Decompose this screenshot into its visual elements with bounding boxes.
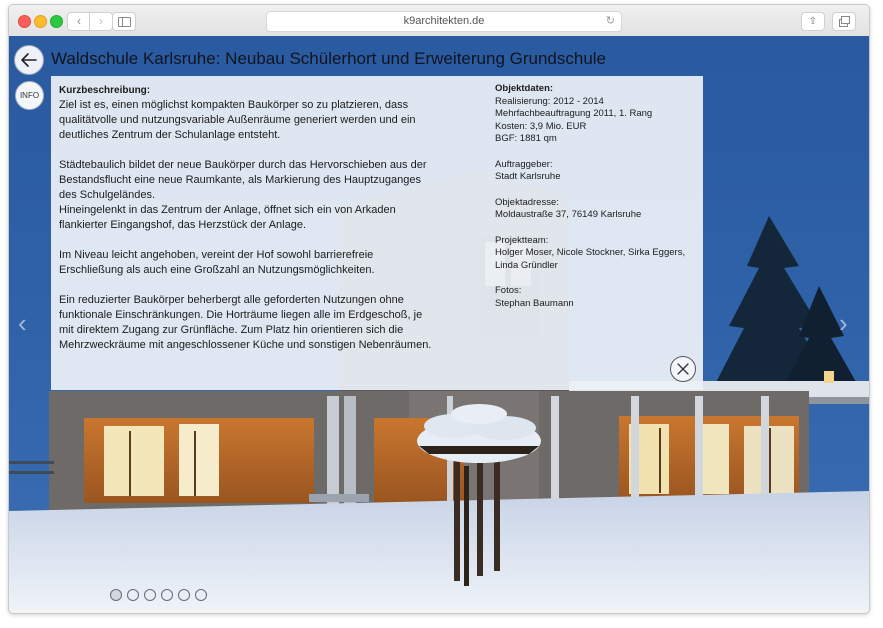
gallery-dot[interactable] (195, 589, 207, 601)
team-group (495, 235, 695, 273)
title-bar (9, 36, 869, 78)
share-button[interactable] (801, 12, 825, 31)
adresse-value: Moldaustraße 37, 76149 Karlsruhe (495, 209, 642, 220)
description-paragraph: Ziel ist es, einen möglichst kompakten Baukörper so zu platzieren, dass qualitätvolle und nutzungsvariable Außenräume generiert werden und ein deutliches Zentrum der Schulanlage entsteht. (59, 99, 416, 141)
minimize-window-button[interactable] (34, 15, 47, 28)
close-window-button[interactable] (18, 15, 31, 28)
gallery-pager (110, 589, 212, 601)
page-viewport (9, 36, 869, 609)
chevron-left-icon: ‹ (77, 14, 81, 28)
description-paragraph: Städtebaulich bildet der neue Baukörper durch das Hervorschieben aus der Bestandsflucht eine neue Raumkante, als Markierung des Hauptzuganges des Schulgeländes. (59, 159, 427, 201)
share-icon: ⇧ (808, 16, 818, 27)
adresse-label: Objektadresse: (495, 196, 559, 208)
url-text: k9architekten.de (403, 15, 485, 27)
gallery-dot[interactable] (178, 589, 190, 601)
page-title: Waldschule Karlsruhe: Neubau Schülerhort und Erweiterung Grundschule (51, 49, 607, 68)
gallery-dot[interactable] (127, 589, 139, 601)
zoom-window-button[interactable] (50, 15, 63, 28)
auftraggeber-group (495, 159, 695, 184)
team-value: Holger Moser, Nicole Stockner, Sirka Eggers, (495, 247, 686, 258)
sidebar-icon (118, 17, 131, 27)
info-panel (51, 76, 703, 390)
team-value: Linda Gründler (495, 259, 558, 271)
project-description (59, 83, 439, 368)
browser-toolbar (9, 5, 869, 37)
objektdaten-group (495, 83, 695, 146)
browser-back-button[interactable] (67, 12, 91, 31)
description-paragraph: Hineingelenkt in das Zentrum der Anlage, öffnet sich ein von Arkaden flankierter Eingangshof, das Herzstück der Anlage. (59, 204, 396, 231)
sidebar-toggle-button[interactable] (112, 12, 136, 31)
fotos-value: Stephan Baumann (495, 297, 574, 309)
previous-image-button[interactable]: ‹ (18, 308, 27, 338)
reload-icon[interactable]: ↻ (605, 15, 615, 27)
back-button[interactable] (14, 45, 44, 75)
description-heading: Kurzbeschreibung: (59, 85, 151, 96)
browser-window (8, 4, 870, 614)
description-paragraph: Im Niveau leicht angehoben, vereint der Hof sowohl barrierefreie Erschließung als auch eine Großzahl an Nutzungsmöglichkeiten. (59, 249, 375, 276)
gallery-dot[interactable] (144, 589, 156, 601)
close-icon (676, 362, 690, 376)
info-button[interactable]: INFO (15, 81, 44, 110)
fotos-label: Fotos: (495, 285, 522, 296)
gallery-dot[interactable] (110, 589, 122, 601)
next-image-button[interactable]: › (839, 308, 848, 338)
objektdaten-heading: Objektdaten: (495, 83, 554, 94)
team-label: Projektteam: (495, 234, 549, 246)
fotos-group (495, 285, 695, 310)
auftraggeber-value: Stadt Karlsruhe (495, 171, 561, 182)
adresse-group (495, 197, 695, 222)
auftraggeber-label: Auftraggeber: (495, 158, 553, 170)
close-panel-button[interactable] (670, 356, 696, 382)
gallery-dot[interactable] (161, 589, 173, 601)
realisierung-text: Realisierung: 2012 - 2014 (495, 95, 604, 107)
address-bar[interactable] (266, 11, 622, 32)
project-data (495, 83, 695, 323)
description-paragraph: Ein reduzierter Baukörper beherbergt alle geforderten Nutzungen ohne funktionale Einschränkungen. Die Horträume liegen alle im Erdgeschoß, je mit direktem Zugang zur Grünfläche. Zum Platz hin orientieren sich die Mehrzweckräume mit angeschlossener Küche und sonstigen Nebenräumen. (59, 294, 432, 351)
arrow-left-icon (19, 50, 39, 70)
bgf-text: BGF: 1881 qm (495, 133, 557, 144)
chevron-right-icon: › (99, 14, 103, 28)
tabs-overview-button[interactable] (832, 12, 856, 31)
auftrag-text: Mehrfachbeauftragung 2011, 1. Rang (495, 108, 653, 119)
browser-forward-button[interactable] (89, 12, 113, 31)
kosten-text: Kosten: 3,9 Mio. EUR (495, 120, 587, 132)
